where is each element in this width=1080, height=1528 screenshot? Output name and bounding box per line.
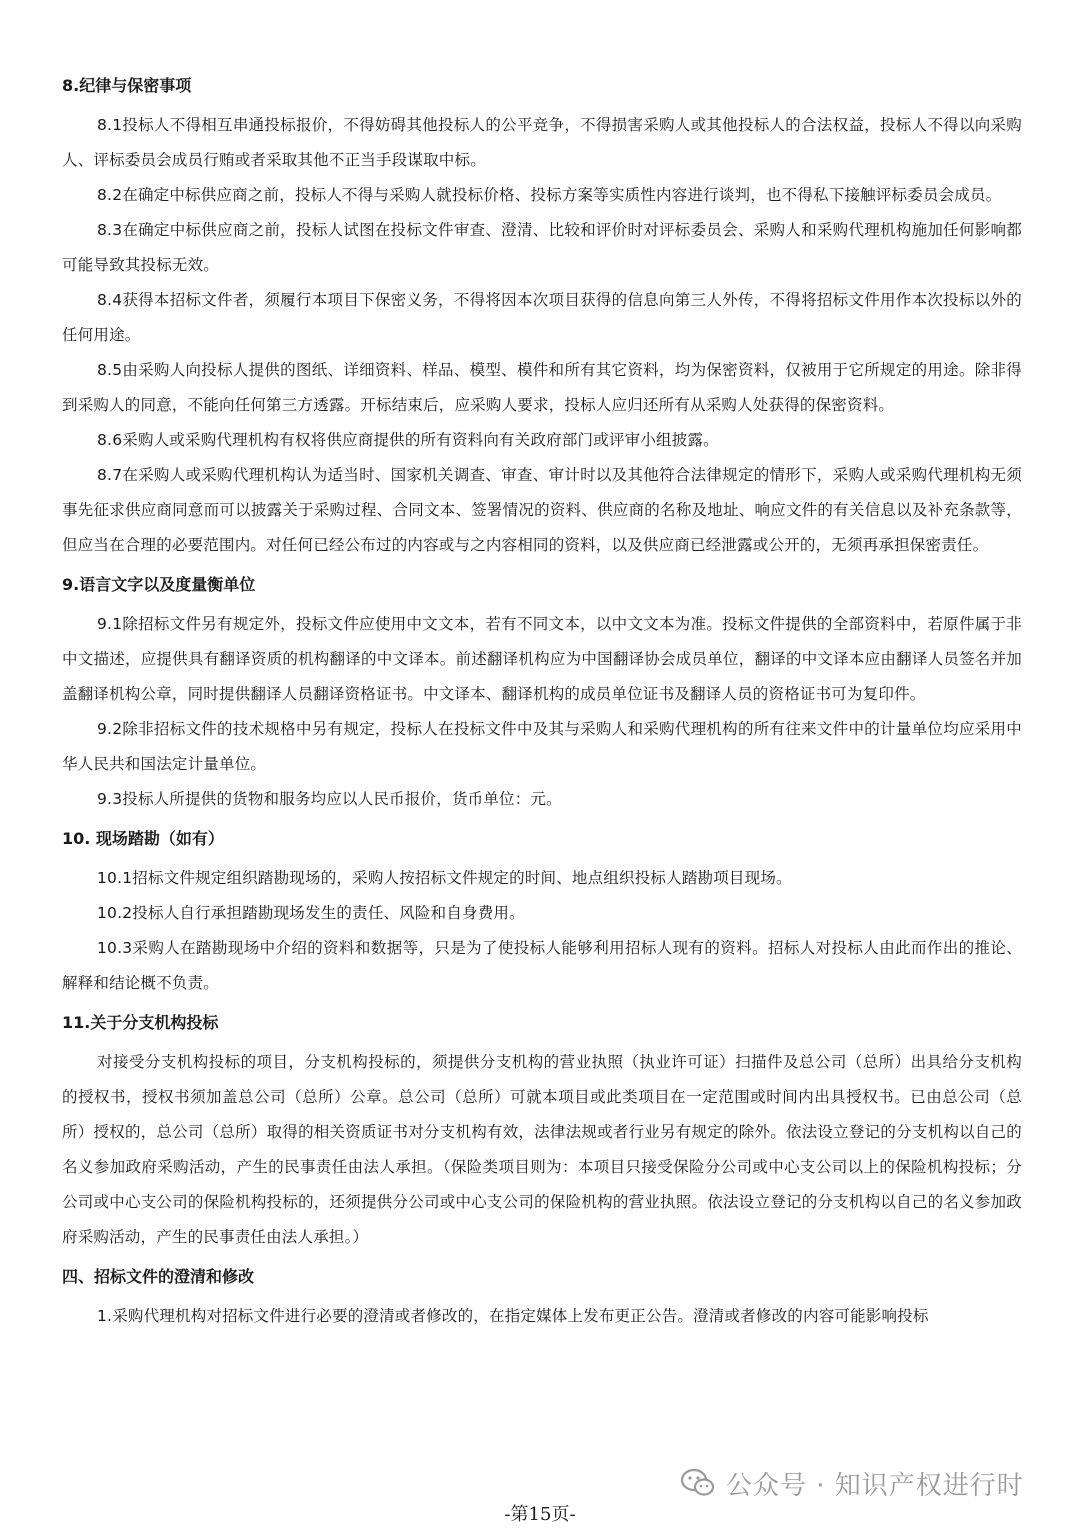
document-page xyxy=(62,70,1022,1334)
spacer xyxy=(62,597,1022,607)
spacer xyxy=(62,1001,1022,1011)
spacer xyxy=(62,563,1022,573)
paragraph: 8.6采购人或采购代理机构有权将供应商提供的所有资料向有关政府部门或评审小组披露。 xyxy=(97,431,719,449)
paragraph: 9.1除招标文件另有规定外，投标文件应使用中文文本，若有不同文本，以中文文本为准。投标文件提供的全部资料中，若原件属于非中文描述，应提供具有翻译资质的机构翻译的中文译本。前述翻译机构应为中国翻译协会成员单位，翻译的中文译本应由翻译人员签名并加盖翻译机构公章，同时提供翻译人员翻译资格证书。中文译本、翻译机构的成员单位证书及翻译人员的资格证书可为复印件。 xyxy=(62,615,1022,703)
spacer xyxy=(62,817,1022,827)
watermark-text: 公众号 · 知识产权进行时 xyxy=(726,1470,1024,1501)
section-heading: 11.关于分支机构投标 xyxy=(62,1013,219,1032)
paragraph: 8.2在确定中标供应商之前，投标人不得与采购人就投标价格、投标方案等实质性内容进行谈判，也不得私下接触评标委员会成员。 xyxy=(97,186,1002,204)
paragraph: 8.5由采购人向投标人提供的图纸、详细资料、样品、模型、模件和所有其它资料，均为保密资料，仅被用于它所规定的用途。除非得到采购人的同意，不能向任何第三方透露。开标结束后，应采购人要求，投标人应归还所有从采购人处获得的保密资料。 xyxy=(62,361,1022,414)
paragraph: 8.7在采购人或采购代理机构认为适当时、国家机关调查、审查、审计时以及其他符合法律规定的情形下，采购人或采购代理机构无须事先征求供应商同意而可以披露关于采购过程、合同文本、签署情况的资料、供应商的名称及地址、响应文件的有关信息以及补充条款等，但应当在合理的必要范围内。对任何已经公布过的内容或与之内容相同的资料，以及供应商已经泄露或公开的，无须再承担保密责任。 xyxy=(62,466,1022,554)
paragraph: 8.3在确定中标供应商之前，投标人试图在投标文件审查、澄清、比较和评价时对评标委员会、采购人和采购代理机构施加任何影响都可能导致其投标无效。 xyxy=(62,221,1022,274)
watermark xyxy=(680,1463,1024,1503)
spacer xyxy=(62,851,1022,861)
section-heading: 8.纪律与保密事项 xyxy=(62,76,192,95)
section-heading: 10. 现场踏勘（如有） xyxy=(62,829,224,848)
paragraph: 8.4获得本招标文件者，须履行本项目下保密义务，不得将因本次项目获得的信息向第三人外传，不得将招标文件用作本次投标以外的任何用途。 xyxy=(62,291,1022,344)
spacer xyxy=(62,98,1022,108)
page-number: -第15页- xyxy=(504,1504,576,1525)
paragraph: 10.3采购人在踏勘现场中介绍的资料和数据等，只是为了使投标人能够利用招标人现有的资料。招标人对投标人由此而作出的推论、解释和结论概不负责。 xyxy=(62,939,1022,992)
section-heading: 9.语言文字以及度量衡单位 xyxy=(62,575,256,594)
paragraph: 10.2投标人自行承担踏勘现场发生的责任、风险和自身费用。 xyxy=(97,904,525,922)
paragraph: 1.采购代理机构对招标文件进行必要的澄清或者修改的，在指定媒体上发布更正公告。澄清或者修改的内容可能影响投标 xyxy=(97,1307,929,1325)
section-heading: 四、招标文件的澄清和修改 xyxy=(62,1267,255,1286)
paragraph: 8.1投标人不得相互串通投标报价，不得妨碍其他投标人的公平竞争，不得损害采购人或其他投标人的合法权益，投标人不得以向采购人、评标委员会成员行贿或者采取其他不正当手段谋取中标。 xyxy=(62,116,1022,169)
paragraph: 对接受分支机构投标的项目，分支机构投标的，须提供分支机构的营业执照（执业许可证）扫描件及总公司（总所）出具给分支机构的授权书，授权书须加盖总公司（总所）公章。总公司（总所）可就本项目或此类项目在一定范围或时间内出具授权书。已由总公司（总所）授权的，总公司（总所）取得的相关资质证书对分支机构有效，法律法规或者行业另有规定的除外。依法设立登记的分支机构以自己的名义参加政府采购活动，产生的民事责任由法人承担。（保险类项目则为：本项目只接受保险分公司或中心支公司以上的保险机构投标；分公司或中心支公司的保险机构投标的，还须提供分公司或中心支公司的保险机构的营业执照。依法设立登记的分支机构以自己的名义参加政府采购活动，产生的民事责任由法人承担。） xyxy=(62,1053,1022,1246)
spacer xyxy=(62,1255,1022,1265)
paragraph: 9.3投标人所提供的货物和服务均应以人民币报价，货币单位：元。 xyxy=(97,790,562,808)
paragraph: 9.2除非招标文件的技术规格中另有规定，投标人在投标文件中及其与采购人和采购代理机构的所有往来文件中的计量单位均应采用中华人民共和国法定计量单位。 xyxy=(62,720,1022,773)
wechat-icon xyxy=(680,1467,716,1499)
spacer xyxy=(62,1289,1022,1299)
paragraph: 10.1招标文件规定组织踏勘现场的，采购人按招标文件规定的时间、地点组织投标人踏勘项目现场。 xyxy=(97,869,792,887)
spacer xyxy=(62,1035,1022,1045)
